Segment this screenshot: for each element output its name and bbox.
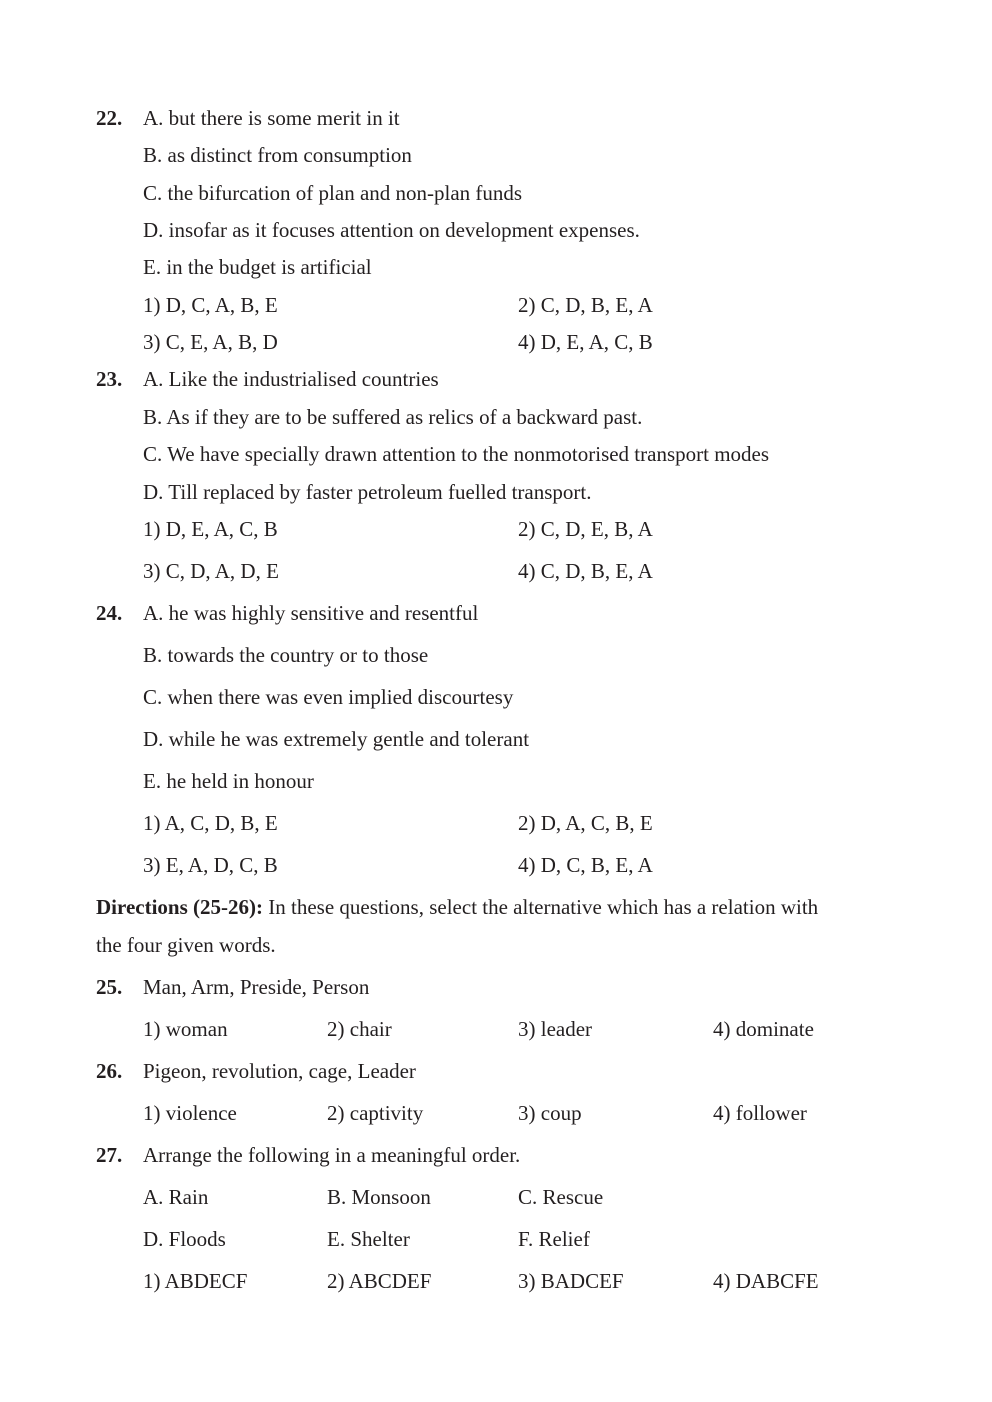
- q22-option-1: 1) D, C, A, B, E: [143, 293, 278, 317]
- q27-item-e: E. Shelter: [327, 1227, 410, 1251]
- directions-text: In these questions, select the alternative which has a relation with: [263, 895, 819, 919]
- q23-option-1: 1) D, E, A, C, B: [143, 517, 278, 541]
- question-number-27: 27.: [96, 1143, 123, 1167]
- q25-option-1: 1) woman: [143, 1017, 228, 1041]
- question-number-23: 23.: [96, 367, 123, 391]
- q26-option-3: 3) coup: [518, 1101, 582, 1125]
- q25-stem: Man, Arm, Preside, Person: [143, 975, 370, 999]
- q24-option-3: 3) E, A, D, C, B: [143, 853, 278, 877]
- directions-line-2: the four given words.: [96, 933, 276, 957]
- q24-item-c: C. when there was even implied discourtesy: [143, 685, 514, 709]
- q24-item-b: B. towards the country or to those: [143, 643, 429, 667]
- q22-item-a: A. but there is some merit in it: [143, 106, 400, 130]
- q22-item-d: D. insofar as it focuses attention on development expenses.: [143, 218, 640, 242]
- q24-option-2: 2) D, A, C, B, E: [518, 811, 653, 835]
- q27-item-b: B. Monsoon: [327, 1185, 431, 1209]
- q23-item-b: B. As if they are to be suffered as relics of a backward past.: [143, 405, 643, 429]
- q25-option-3: 3) leader: [518, 1017, 593, 1041]
- q27-option-1: 1) ABDECF: [143, 1269, 248, 1293]
- question-number-24: 24.: [96, 601, 123, 625]
- question-number-26: 26.: [96, 1059, 123, 1083]
- q24-item-a: A. he was highly sensitive and resentful: [143, 601, 479, 625]
- q22-option-2: 2) C, D, B, E, A: [518, 293, 653, 317]
- q24-option-1: 1) A, C, D, B, E: [143, 811, 278, 835]
- q26-option-2: 2) captivity: [327, 1101, 424, 1125]
- q24-item-e: E. he held in honour: [143, 769, 314, 793]
- q27-item-d: D. Floods: [143, 1227, 226, 1251]
- q22-option-4: 4) D, E, A, C, B: [518, 330, 653, 354]
- q27-option-2: 2) ABCDEF: [327, 1269, 432, 1293]
- q23-option-4: 4) C, D, B, E, A: [518, 559, 653, 583]
- q27-item-f: F. Relief: [518, 1227, 590, 1251]
- q22-item-e: E. in the budget is artificial: [143, 255, 372, 279]
- directions-label: Directions (25-26):: [96, 895, 263, 919]
- q26-stem: Pigeon, revolution, cage, Leader: [143, 1059, 416, 1083]
- q27-stem: Arrange the following in a meaningful order.: [143, 1143, 521, 1167]
- question-number-22: 22.: [96, 106, 123, 130]
- q22-option-3: 3) C, E, A, B, D: [143, 330, 278, 354]
- q27-option-3: 3) BADCEF: [518, 1269, 624, 1293]
- q27-option-4: 4) DABCFE: [713, 1269, 819, 1293]
- q25-option-2: 2) chair: [327, 1017, 392, 1041]
- q26-option-1: 1) violence: [143, 1101, 237, 1125]
- q24-item-d: D. while he was extremely gentle and tolerant: [143, 727, 530, 751]
- q26-option-4: 4) follower: [713, 1101, 807, 1125]
- q24-option-4: 4) D, C, B, E, A: [518, 853, 653, 877]
- q25-option-4: 4) dominate: [713, 1017, 814, 1041]
- q23-option-2: 2) C, D, E, B, A: [518, 517, 653, 541]
- q23-item-a: A. Like the industrialised countries: [143, 367, 439, 391]
- question-number-25: 25.: [96, 975, 123, 999]
- q22-item-c: C. the bifurcation of plan and non-plan funds: [143, 181, 523, 205]
- directions-line-1: [96, 895, 818, 919]
- q23-item-d: D. Till replaced by faster petroleum fuelled transport.: [143, 480, 592, 504]
- q27-item-c: C. Rescue: [518, 1185, 604, 1209]
- q23-item-c: C. We have specially drawn attention to the nonmotorised transport modes: [143, 442, 770, 466]
- q23-option-3: 3) C, D, A, D, E: [143, 559, 279, 583]
- q22-item-b: B. as distinct from consumption: [143, 143, 412, 167]
- q27-item-a: A. Rain: [143, 1185, 209, 1209]
